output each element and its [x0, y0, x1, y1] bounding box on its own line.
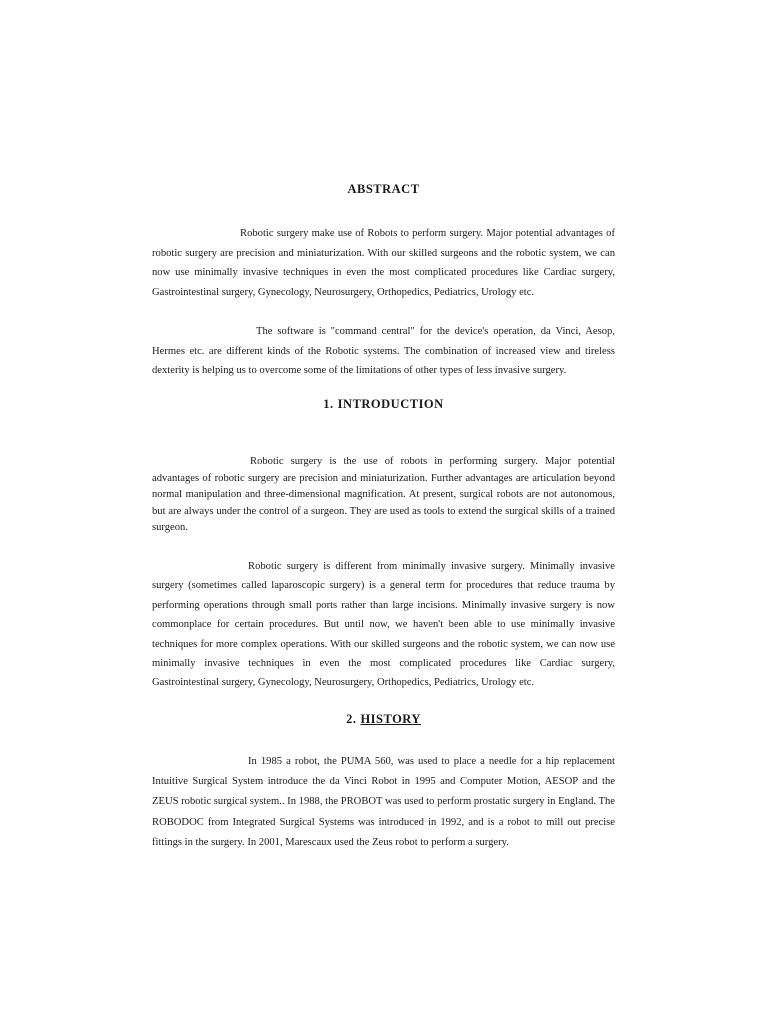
abstract-heading	[152, 182, 615, 197]
history-heading	[152, 712, 615, 727]
introduction-title: INTRODUCTION	[337, 397, 444, 411]
introduction-paragraph-2: Robotic surgery is different from minimally invasive surgery. Minimally invasive surgery (sometimes called laparoscopic surgery) is a general term for procedures that reduce trauma by performing operations through small ports rather than large incisions. Minimally invasive surgery is now commonplace for certain procedures. But until now, we haven't been able to use minimally invasive techniques for more complex operations. With our skilled surgeons and the robotic system, we can now use minimally invasive techniques in even the most complicated procedures like Cardiac surgery, Gastrointestinal surgery, Gynecology, Neurosurgery, Orthopedics, Pediatrics, Urology etc.	[152, 561, 615, 689]
history-number: 2.	[346, 712, 357, 726]
history-paragraph-1: In 1985 a robot, the PUMA 560, was used to place a needle for a hip replacement Intuitive Surgical System introduce the da Vinci Robot in 1995 and Computer Motion, AESOP and the ZEUS robotic surgical system.. In 1988, the PROBOT was used to perform prostatic surgery in England. The ROBODOC from Integrated Surgical Systems was introduced in 1992, and is a robot to mill out precise fittings in the surgery. In 2001, Marescaux used the Zeus robot to perform a surgery.	[152, 756, 615, 848]
abstract-title: ABSTRACT	[347, 182, 420, 196]
introduction-number: 1.	[323, 397, 334, 411]
abstract-paragraph-1: Robotic surgery make use of Robots to perform surgery. Major potential advantages of robotic surgery are precision and miniaturization. With our skilled surgeons and the robotic system, we can now use minimally invasive techniques in even the most complicated procedures like Cardiac surgery, Gastrointestinal surgery, Gynecology, Neurosurgery, Orthopedics, Pediatrics, Urology etc.	[152, 228, 615, 298]
introduction-paragraph-1: Robotic surgery is the use of robots in performing surgery. Major potential advantages of robotic surgery are precision and miniaturization. Further advantages are articulation beyond normal manipulation and three-dimensional magnification. At present, surgical robots are not autonomous, but are always under the control of a surgeon. They are used as tools to extend the surgical skills of a trained surgeon.	[152, 456, 615, 534]
introduction-heading	[152, 397, 615, 412]
history-title: HISTORY	[360, 712, 421, 726]
abstract-paragraph-2: The software is "command central" for the device's operation, da Vinci, Aesop, Hermes etc. are different kinds of the Robotic systems. The combination of increased view and tireless dexterity is helping us to overcome some of the limitations of other types of less invasive surgery.	[152, 326, 615, 377]
